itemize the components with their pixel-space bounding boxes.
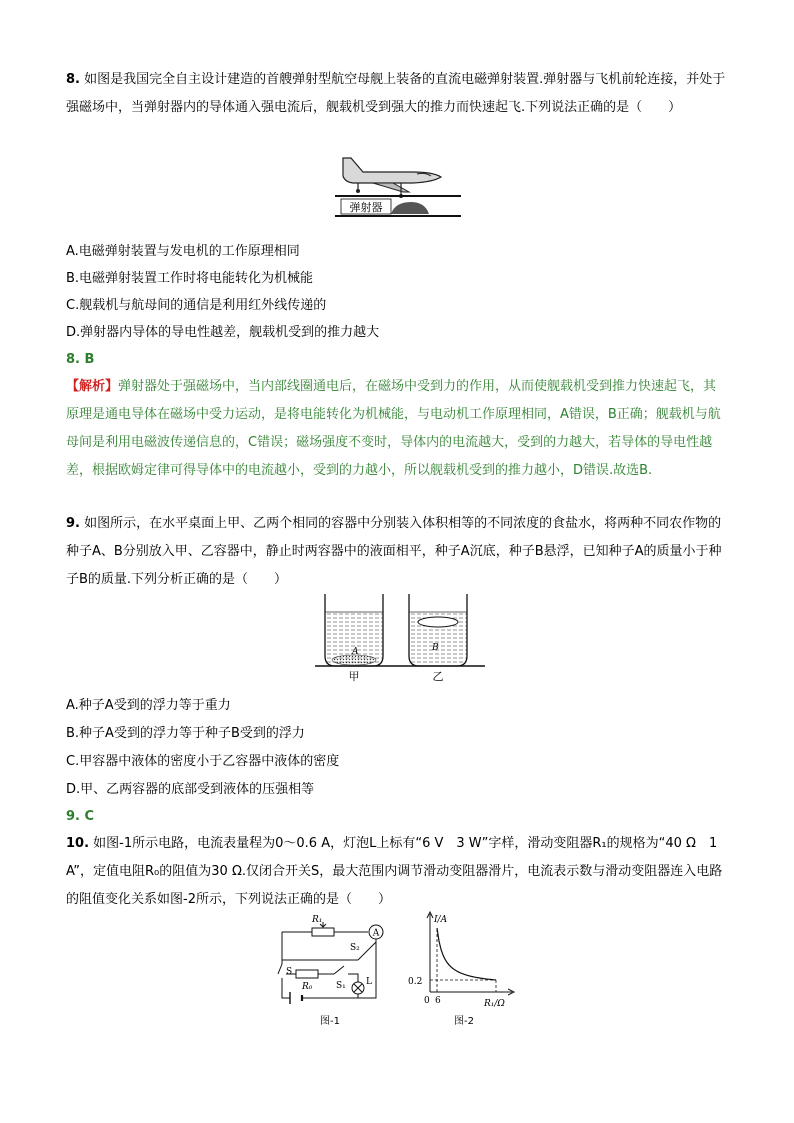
q8-explanation	[66, 373, 728, 485]
airplane-icon	[343, 158, 441, 198]
question-9	[66, 510, 728, 594]
container-jia	[325, 594, 383, 666]
container-yi-label: 乙	[432, 670, 444, 683]
catapult-block	[391, 202, 429, 214]
q9-option-b: B.种子A受到的浮力等于种子B受到的浮力	[66, 726, 305, 741]
s2-label: S₂	[350, 943, 360, 953]
q8-option-c: C.舰载机与航母间的通信是利用红外线传递的	[66, 298, 327, 313]
figure-1-caption: 图-1	[320, 1016, 340, 1027]
r0-label: R₀	[302, 982, 313, 992]
q8-option-d: D.弹射器内导体的导电性越差，舰载机受到的推力越大	[66, 325, 380, 340]
q9-option-c: C.甲容器中液体的密度小于乙容器中液体的密度	[66, 754, 340, 769]
containers-diagram	[315, 592, 485, 684]
catapult-label: 弹射器	[349, 201, 383, 214]
origin-label: 0	[424, 996, 430, 1006]
question-10-stem: 如图-1所示电路，电流表量程为0～0.6 A，灯泡L上标有“6 V 3 W”字样，滑动变阻器R₁的规格为“40 Ω 1 A”，定值电阻R₀的阻值为30 Ω.仅闭合开关S，最大范围内调节滑动变阻器滑片，电流表示数与滑动变阻器连入电路的阻值变化关系如图-2所示，下列说法正确的是（ ）	[66, 836, 723, 907]
container-yi	[409, 594, 467, 666]
y-tick-label: 0.2	[408, 977, 423, 987]
q8-explanation-text: 弹射器处于强磁场中，当内部线圈通电后，在磁场中受到力的作用，从而使舰载机受到推力快速起飞，其原理是通电导体在磁场中受力运动，是将电能转化为机械能，与电动机工作原理相同，A错误，B正确；舰载机与航母间是利用电磁波传递信息的，C错误；磁场强度不变时，导体内的电流越大，受到的力越大，若导体的导电性越差，根据欧姆定律可得导体中的电流越小，受到的力越小，所以舰载机受到的推力越小，D错误.故选B.	[66, 379, 721, 478]
current-resistance-graph	[404, 910, 524, 1030]
x-axis-label: R₁/Ω	[484, 999, 505, 1009]
seed-a-label: A	[352, 647, 359, 657]
q9-option-d: D.甲、乙两容器的底部受到液体的压强相等	[66, 782, 315, 797]
question-10-number: 10.	[66, 836, 90, 851]
question-10	[66, 830, 728, 914]
q8-answer: 8. B	[66, 352, 95, 367]
s-label: S	[286, 967, 293, 977]
r1-label: R₁	[312, 915, 323, 925]
q8-option-b: B.电磁弹射装置工作时将电能转化为机械能	[66, 271, 314, 286]
x-tick-label: 6	[435, 996, 441, 1006]
q8-option-a: A.电磁弹射装置与发电机的工作原理相同	[66, 244, 300, 259]
circuit-figure	[272, 912, 392, 1030]
question-8	[66, 66, 728, 122]
catapult-figure	[333, 150, 463, 222]
question-9-stem: 如图所示，在水平桌面上甲、乙两个相同的容器中分别装入体积相等的不同浓度的食盐水，将两种不同农作物的种子A、B分别放入甲、乙容器中，静止时两容器中的液面相平，种子A沉底，种子B悬浮，已知种子A的质量小于种子B的质量.下列分析正确的是（ ）	[66, 516, 722, 587]
switch-s1	[334, 966, 344, 974]
resistor-r1	[312, 928, 334, 936]
curve-line	[437, 928, 496, 980]
resistor-r0	[296, 970, 318, 978]
q9-answer: 9. C	[66, 809, 95, 824]
question-8-stem: 如图是我国完全自主设计建造的首艘弹射型航空母舰上装备的直流电磁弹射装置.弹射器与飞机前轮连接，并处于强磁场中，当弹射器内的导体通入强电流后，舰载机受到强大的推力而快速起飞.下列说法正确的是（ ）	[66, 72, 726, 115]
seed-b-label: B	[432, 643, 439, 653]
container-jia-label: 甲	[348, 670, 360, 683]
containers-figure	[315, 592, 485, 684]
graph-figure	[404, 910, 524, 1030]
ammeter-label: A	[372, 928, 380, 939]
seed-b	[418, 617, 458, 627]
y-axis-label: I/A	[434, 915, 448, 925]
catapult-diagram	[333, 150, 463, 222]
explanation-tag: 【解析】	[66, 379, 119, 394]
question-8-number: 8.	[66, 72, 80, 87]
figure-2-caption: 图-2	[454, 1016, 474, 1027]
q9-option-a: A.种子A受到的浮力等于重力	[66, 698, 231, 713]
s1-label: S₁	[336, 981, 346, 991]
lamp-label: L	[366, 977, 372, 987]
circuit-diagram	[272, 912, 392, 1030]
question-9-number: 9.	[66, 516, 80, 531]
